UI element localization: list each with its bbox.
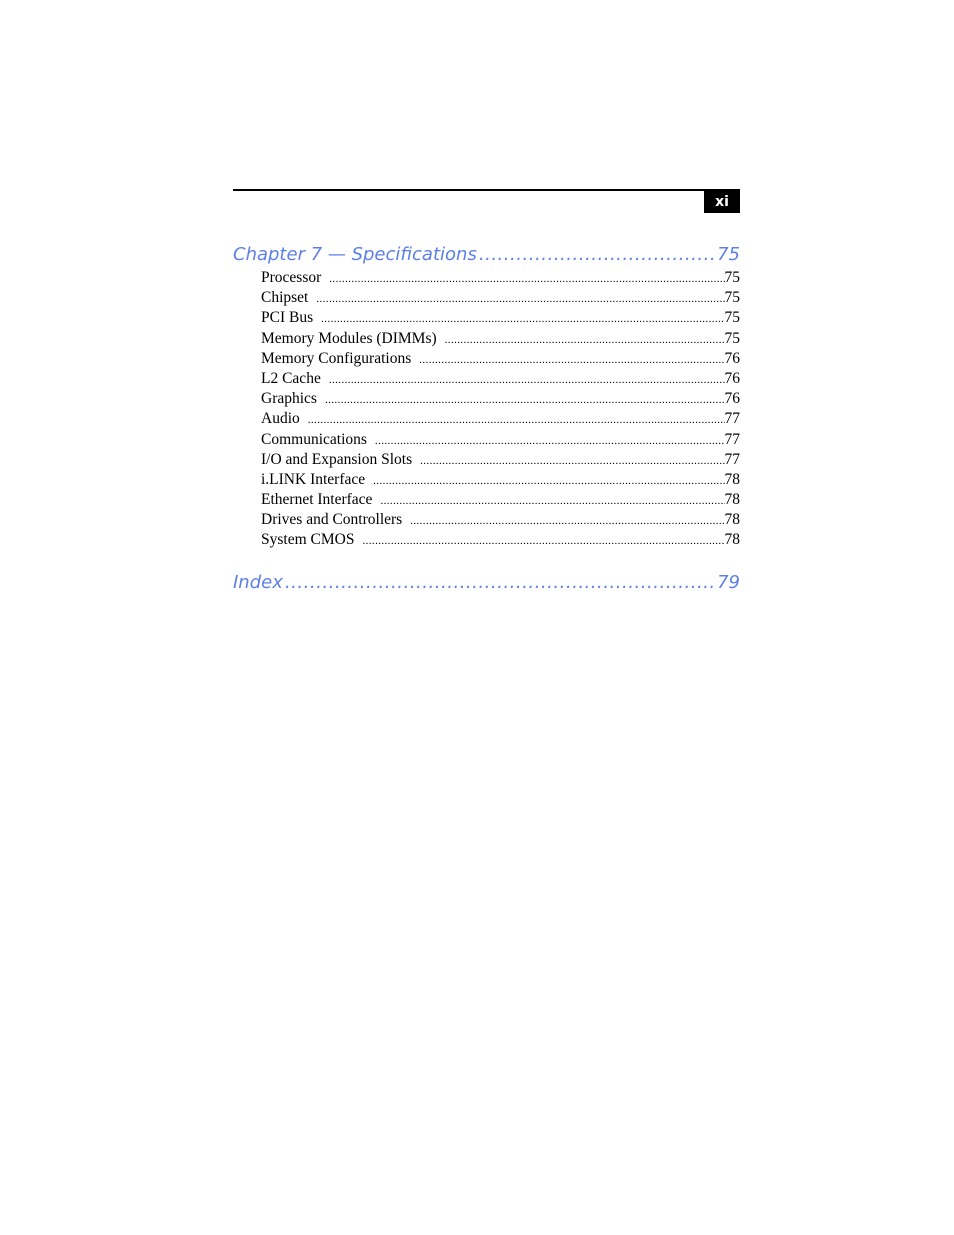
entry-label: Memory Modules (DIMMs): [261, 329, 437, 347]
toc-entry[interactable]: [261, 530, 740, 550]
toc-entries: [233, 268, 740, 551]
chapter-leader: [479, 244, 715, 265]
toc-entry[interactable]: [261, 369, 740, 389]
entry-label: Communications: [261, 430, 367, 448]
entry-page: 75: [724, 289, 740, 307]
page-number-tab: [704, 191, 740, 213]
toc-entry[interactable]: [261, 349, 740, 369]
entry-page: 76: [724, 349, 740, 367]
entry-label: I/O and Expansion Slots: [261, 450, 413, 468]
entry-label: System CMOS: [261, 531, 355, 549]
index-heading-link[interactable]: [233, 572, 740, 596]
toc-entry[interactable]: [261, 510, 740, 530]
entry-page: 75: [724, 269, 740, 286]
entry-page: 75: [724, 329, 740, 347]
toc-entry[interactable]: [261, 470, 740, 490]
entry-page: 78: [724, 531, 740, 549]
entry-label: L2 Cache: [261, 369, 321, 387]
entry-label: PCI Bus: [261, 309, 314, 327]
entry-page: 77: [724, 430, 740, 448]
entry-page: 78: [724, 491, 740, 509]
entry-leader: [325, 390, 725, 410]
entry-label: Audio: [261, 410, 300, 428]
entry-page: 78: [724, 470, 740, 488]
toc-index: [233, 572, 740, 596]
entry-page: 77: [724, 410, 740, 428]
toc-entry[interactable]: [261, 268, 740, 288]
entry-page: 75: [724, 309, 740, 327]
toc-entry[interactable]: [261, 490, 740, 510]
page-number: xi: [715, 194, 729, 210]
toc-entry[interactable]: [261, 308, 740, 328]
toc-entry[interactable]: [261, 409, 740, 429]
entry-label: Processor: [261, 269, 322, 286]
toc-entry[interactable]: [261, 288, 740, 308]
entry-label: Chipset: [261, 289, 309, 307]
entry-leader: [420, 451, 724, 471]
entry-leader: [362, 531, 724, 551]
entry-label: Ethernet Interface: [261, 491, 373, 509]
toc-entry[interactable]: [261, 329, 740, 349]
toc-entry[interactable]: [261, 430, 740, 450]
entry-label: Graphics: [261, 390, 317, 408]
index-title: Index: [233, 572, 283, 593]
index-page: 79: [717, 572, 740, 593]
header-rule: [233, 189, 740, 191]
entry-leader: [308, 410, 725, 430]
chapter-title: Chapter 7 — Specifications: [233, 244, 477, 265]
entry-leader: [321, 309, 724, 329]
chapter-heading-link[interactable]: [233, 244, 740, 268]
entry-page: 78: [724, 511, 740, 529]
entry-leader: [445, 330, 725, 350]
entry-leader: [316, 289, 724, 309]
entry-leader: [410, 511, 724, 531]
entry-leader: [329, 269, 724, 289]
entry-leader: [375, 431, 725, 451]
chapter-page: 75: [717, 244, 740, 265]
index-leader: [285, 572, 715, 593]
entry-leader: [329, 370, 725, 390]
toc-entry[interactable]: [261, 389, 740, 409]
entry-label: Drives and Controllers: [261, 511, 403, 529]
entry-label: i.LINK Interface: [261, 470, 366, 488]
entry-leader: [373, 471, 724, 491]
entry-page: 76: [724, 369, 740, 387]
entry-page: 76: [724, 390, 740, 408]
toc-entry[interactable]: [261, 450, 740, 470]
entry-label: Memory Configurations: [261, 349, 412, 367]
entry-page: 77: [724, 450, 740, 468]
toc-chapter-7: [233, 244, 740, 551]
entry-leader: [380, 491, 724, 511]
entry-leader: [419, 350, 724, 370]
